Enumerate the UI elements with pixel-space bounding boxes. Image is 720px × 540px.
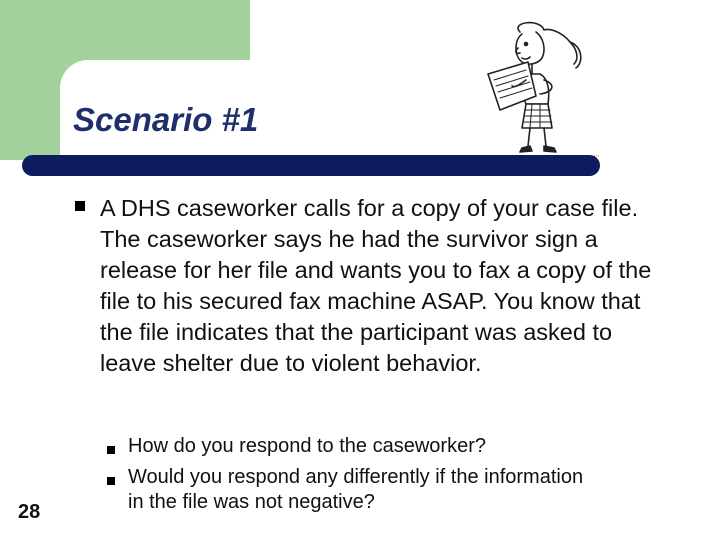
title-underline-bar [22,155,600,176]
sub-bullet-item: Would you respond any differently if the information in the file was not negative? [128,466,584,513]
sub-bullet-item: How do you respond to the caseworker? [128,435,486,457]
woman-reading-paper-icon [470,18,600,158]
square-bullet-icon [107,477,115,485]
square-bullet-icon [75,201,85,211]
slide-title: Scenario #1 [73,101,259,138]
sub-bullet-list [128,434,588,515]
page-number: 28 [18,501,41,523]
square-bullet-icon [107,446,115,454]
main-bullet-text: A DHS caseworker calls for a copy of your case file. The caseworker says he had the survivor sign a release for her file and wants you to fax a copy of the file to his secured fax machine ASAP. You know that the file indicates that the participant was asked to leave shelter due to violent behavior. [100,195,652,376]
